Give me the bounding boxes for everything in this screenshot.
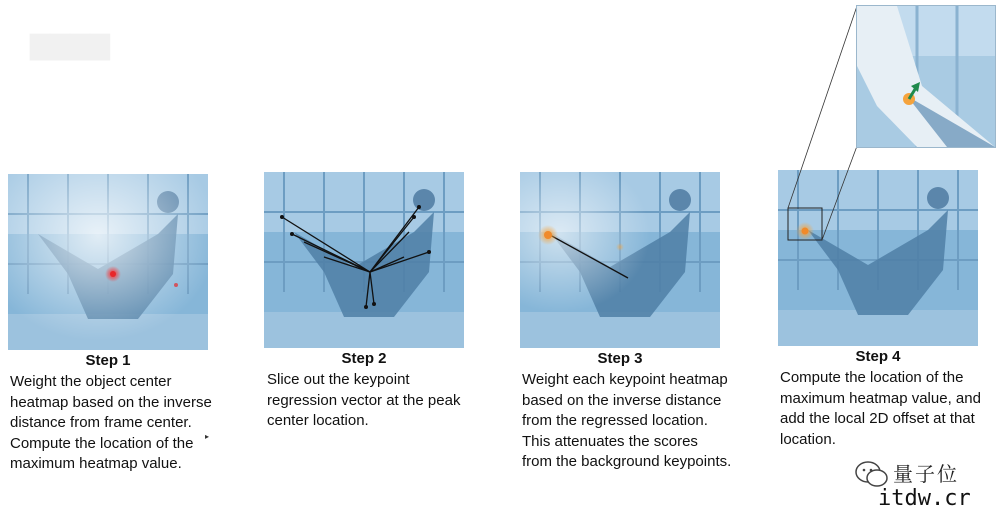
step-3-title: Step 3	[597, 350, 643, 367]
step-4-description: Compute the location of the maximum heatmap value, and add the local 2D offset at that location.	[780, 369, 981, 448]
zoom-inset	[856, 5, 996, 148]
step-1-title: Step 1	[85, 352, 131, 369]
step-4-title: Step 4	[855, 348, 901, 365]
stray-mark: ▸	[205, 432, 210, 441]
step-2-title: Step 2	[341, 350, 387, 367]
background-ghost-text: ▇▇▇▇	[30, 30, 110, 60]
step-1-description: Weight the object center heatmap based on the inverse distance from frame center. Compute the location of the maximum heatmap value.	[10, 373, 212, 472]
watermark-en: itdw.cr	[878, 486, 971, 511]
step-2-description: Slice out the keypoint regression vector at the peak center location.	[267, 371, 461, 429]
step-3-description: Weight each keypoint heatmap based on the inverse distance from the regressed location. This attenuates the scores from the background keypoints.	[522, 371, 732, 470]
watermark-cn: 量子位	[893, 464, 959, 486]
